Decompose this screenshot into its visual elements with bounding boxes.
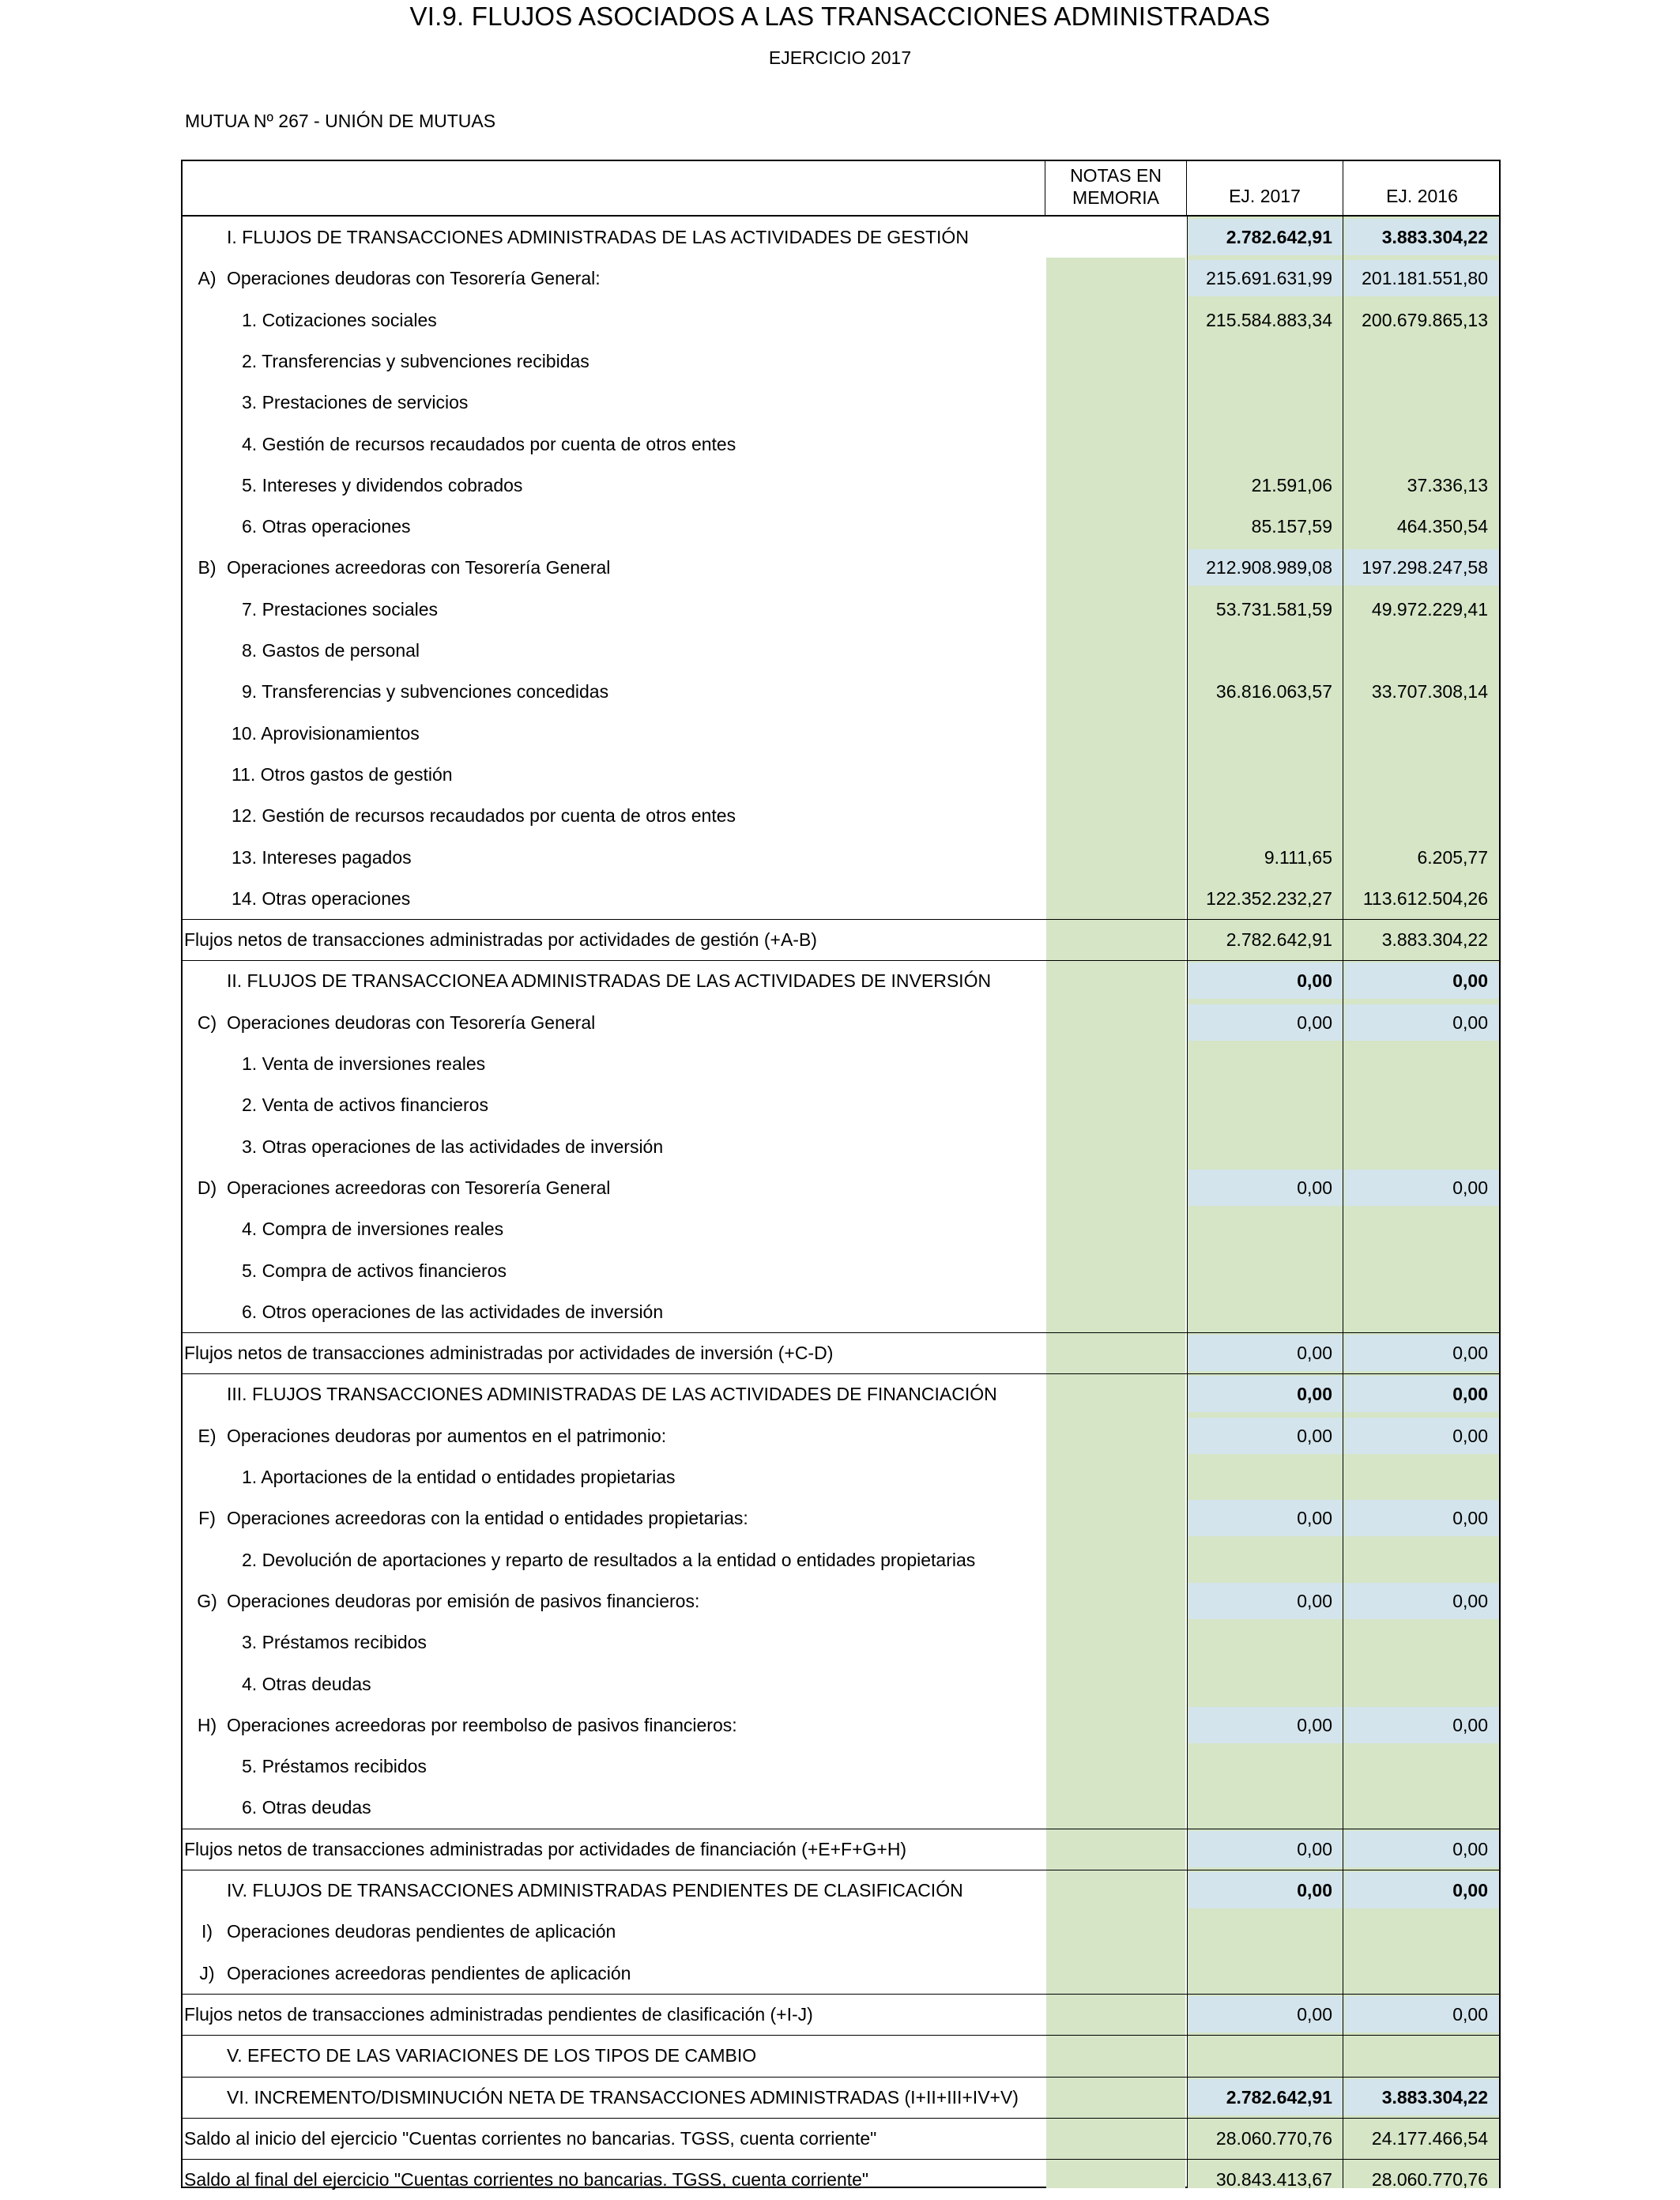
row-label: 1. Cotizaciones sociales: [242, 309, 437, 330]
row-letter: E): [198, 1425, 217, 1446]
value-2016: 113.612.504,26: [1362, 887, 1488, 909]
value-2017: 2.782.642,91: [1226, 929, 1332, 951]
table-row: [183, 1456, 1499, 1497]
row-label: Operaciones acreedoras con la entidad o entidades propietarias:: [227, 1508, 748, 1529]
value-2017: 85.157,59: [1251, 516, 1332, 537]
value-2016: 6.205,77: [1417, 846, 1488, 868]
row-divider: [181, 2118, 1501, 2119]
row-label: IV. FLUJOS DE TRANSACCIONES ADMINISTRADAS PENDIENTES DE CLASIFICACIÓN: [227, 1880, 963, 1901]
table-row: [183, 1208, 1499, 1249]
row-label: 5. Préstamos recibidos: [242, 1756, 427, 1777]
row-label: Operaciones acreedoras con Tesorería General: [227, 1177, 611, 1198]
row-label: Operaciones acreedoras pendientes de aplicación: [227, 1962, 631, 1983]
value-2017: [1187, 2035, 1343, 2076]
row-letter: C): [197, 1011, 217, 1033]
value-2017: [1187, 1911, 1343, 1952]
value-2016: 0,00: [1452, 1425, 1488, 1446]
table-row: [183, 1250, 1499, 1291]
row-label: 14. Otras operaciones: [232, 887, 411, 909]
table-row: [183, 2159, 1499, 2200]
row-label: II. FLUJOS DE TRANSACCIONEA ADMINISTRADAS DE LAS ACTIVIDADES DE INVERSIÓN: [227, 970, 992, 992]
value-2017: [1187, 1084, 1343, 1125]
value-2017: [1187, 1208, 1343, 1249]
value-2016: [1343, 1911, 1499, 1952]
row-label: 11. Otros gastos de gestión: [232, 763, 453, 785]
value-2017: 2.782.642,91: [1226, 2086, 1332, 2108]
row-label: 2. Transferencias y subvenciones recibidas: [242, 350, 590, 371]
value-2016: 33.707.308,14: [1371, 681, 1488, 703]
value-2017: [1187, 1746, 1343, 1787]
row-letter: J): [199, 1962, 215, 1983]
row-letter: D): [197, 1177, 217, 1198]
value-2016: 0,00: [1452, 1714, 1488, 1735]
row-label: I. FLUJOS DE TRANSACCIONES ADMINISTRADAS DE LAS ACTIVIDADES DE GESTIÓN: [227, 227, 969, 247]
row-label: III. FLUJOS TRANSACCIONES ADMINISTRADAS DE LAS ACTIVIDADES DE FINANCIACIÓN: [227, 1384, 997, 1405]
table-row: [183, 795, 1499, 836]
value-2016: 0,00: [1452, 1590, 1488, 1611]
value-2017: 30.843.413,67: [1215, 2169, 1332, 2191]
table-row: [183, 1043, 1499, 1084]
table-row: [183, 382, 1499, 423]
value-2017: 36.816.063,57: [1215, 681, 1332, 703]
entity-name: MUTUA Nº 267 - UNIÓN DE MUTUAS: [185, 111, 496, 131]
row-label: 12. Gestión de recursos recaudados por cuenta de otros entes: [232, 805, 736, 827]
value-2016: 0,00: [1452, 1880, 1488, 1901]
value-2017: 0,00: [1297, 1590, 1332, 1611]
value-2016: [1343, 382, 1499, 423]
table-row: [183, 1953, 1499, 1994]
row-label: 5. Intereses y dividendos cobrados: [242, 474, 523, 495]
table-row: [183, 2035, 1499, 2076]
value-2016: [1343, 1291, 1499, 1332]
value-2016: 37.336,13: [1407, 474, 1488, 495]
value-2017: 21.591,06: [1251, 474, 1332, 495]
value-2017: 0,00: [1297, 1177, 1332, 1198]
header-notas-memoria: NOTAS EN MEMORIA: [1045, 160, 1187, 217]
row-label: Operaciones acreedoras por reembolso de pasivos financieros:: [227, 1714, 737, 1735]
value-2016: [1343, 1787, 1499, 1828]
value-2016: 464.350,54: [1396, 516, 1488, 537]
value-2016: 3.883.304,22: [1381, 929, 1488, 951]
table-row: [183, 1126, 1499, 1167]
row-label: Flujos netos de transacciones administradas por actividades de financiación (+E+F+G+H): [184, 1838, 907, 1859]
value-2016: [1343, 1456, 1499, 1497]
row-letter: B): [198, 557, 217, 578]
table-row: [183, 1167, 1499, 1208]
table-row: [183, 1705, 1499, 1746]
value-2017: 9.111,65: [1264, 846, 1332, 868]
value-2017: 0,00: [1297, 1714, 1332, 1735]
row-letter: G): [197, 1590, 217, 1611]
row-label: Saldo al final del ejercicio "Cuentas corrientes no bancarias. TGSS, cuenta corriente": [184, 2169, 869, 2191]
table-row: [183, 1539, 1499, 1580]
table-row: [183, 258, 1499, 299]
value-2016: 200.679.865,13: [1362, 309, 1488, 330]
value-2016: [1343, 1126, 1499, 1167]
value-2016: [1343, 1663, 1499, 1705]
row-divider: [181, 1332, 1501, 1333]
table-row: [183, 465, 1499, 506]
row-label: 3. Préstamos recibidos: [242, 1632, 427, 1653]
value-2016: [1343, 795, 1499, 836]
value-2017: [1187, 1953, 1343, 1994]
value-2017: 122.352.232,27: [1206, 887, 1332, 909]
row-divider: [181, 960, 1501, 961]
row-label: Operaciones deudoras con Tesorería General:: [227, 268, 601, 289]
row-label: 4. Gestión de recursos recaudados por cuenta de otros entes: [242, 433, 736, 454]
table-row: [183, 1291, 1499, 1332]
page-subtitle: EJERCICIO 2017: [768, 47, 912, 68]
value-2017: 215.584.883,34: [1206, 309, 1332, 330]
value-2017: [1187, 1539, 1343, 1580]
value-2016: 0,00: [1452, 1343, 1488, 1364]
table-row: [183, 1622, 1499, 1663]
row-label: Operaciones acreedoras con Tesorería General: [227, 557, 611, 578]
value-2016: 0,00: [1452, 1508, 1488, 1529]
value-2016: 0,00: [1452, 2003, 1488, 2025]
row-label: Flujos netos de transacciones administradas por actividades de gestión (+A-B): [184, 929, 817, 951]
value-2017: 0,00: [1297, 1384, 1332, 1405]
value-2017: [1187, 1622, 1343, 1663]
table-row: [183, 424, 1499, 465]
row-label: 4. Otras deudas: [242, 1673, 371, 1694]
row-label: Flujos netos de transacciones administradas pendientes de clasificación (+I-J): [184, 2003, 813, 2025]
row-divider: [181, 2077, 1501, 2078]
row-label: 3. Otras operaciones de las actividades de inversión: [242, 1136, 664, 1157]
table-row: [183, 2118, 1499, 2159]
value-2017: 2.782.642,91: [1226, 227, 1332, 247]
row-label: Operaciones deudoras pendientes de aplicación: [227, 1921, 616, 1942]
value-2016: 201.181.551,80: [1362, 268, 1488, 289]
value-2016: 0,00: [1452, 1177, 1488, 1198]
row-letter: A): [198, 268, 217, 289]
value-2017: 0,00: [1297, 1838, 1332, 1859]
table-row: [183, 878, 1499, 919]
row-divider: [181, 1373, 1501, 1374]
value-2017: [1187, 795, 1343, 836]
value-2016: 0,00: [1452, 1011, 1488, 1033]
table-row: [183, 1415, 1499, 1456]
row-letter: I): [201, 1921, 213, 1942]
table-row: [183, 919, 1499, 960]
table-row: [183, 754, 1499, 795]
value-2017: 0,00: [1297, 2003, 1332, 2025]
value-2017: [1187, 1663, 1343, 1705]
row-divider: [181, 2035, 1501, 2036]
table-row: [183, 1002, 1499, 1043]
value-2016: [1343, 1250, 1499, 1291]
table-row: [183, 547, 1499, 588]
table-row: [183, 960, 1499, 1001]
value-2016: 49.972.229,41: [1371, 598, 1488, 620]
header-year-2017: EJ. 2017: [1187, 160, 1343, 217]
notas-cell-blank: [1046, 217, 1185, 258]
table-row: [183, 2077, 1499, 2118]
value-2016: 197.298.247,58: [1362, 557, 1488, 578]
value-2016: [1343, 1208, 1499, 1249]
row-letter: H): [197, 1714, 217, 1735]
table-row: [183, 1332, 1499, 1373]
row-label: 10. Aprovisionamientos: [232, 722, 420, 744]
table-row: [183, 1084, 1499, 1125]
value-2016: 3.883.304,22: [1381, 227, 1488, 247]
row-label: Saldo al inicio del ejercicio "Cuentas corrientes no bancarias. TGSS, cuenta corriente": [184, 2127, 877, 2149]
row-label: Flujos netos de transacciones administradas por actividades de inversión (+C-D): [184, 1343, 834, 1364]
value-2017: [1187, 630, 1343, 671]
value-2017: [1187, 713, 1343, 754]
value-2017: [1187, 1126, 1343, 1167]
value-2017: 53.731.581,59: [1215, 598, 1332, 620]
row-label: 6. Otras deudas: [242, 1797, 371, 1818]
value-2016: [1343, 713, 1499, 754]
table-row: [183, 1373, 1499, 1415]
value-2016: 0,00: [1452, 1838, 1488, 1859]
row-label: 6. Otros operaciones de las actividades de inversión: [242, 1301, 664, 1322]
value-2017: 212.908.989,08: [1206, 557, 1332, 578]
row-label: 8. Gastos de personal: [242, 640, 420, 661]
value-2017: [1187, 382, 1343, 423]
page-title: VI.9. FLUJOS ASOCIADOS A LAS TRANSACCIONES ADMINISTRADAS: [409, 2, 1271, 31]
value-2016: [1343, 754, 1499, 795]
row-label: VI. INCREMENTO/DISMINUCIÓN NETA DE TRANSACCIONES ADMINISTRADAS (I+II+III+IV+V): [227, 2086, 1019, 2108]
value-2016: 0,00: [1452, 1384, 1488, 1405]
row-label: Operaciones deudoras por emisión de pasivos financieros:: [227, 1590, 700, 1611]
value-2016: [1343, 2035, 1499, 2076]
value-2016: 24.177.466,54: [1371, 2127, 1488, 2149]
value-2016: 3.883.304,22: [1381, 2086, 1488, 2108]
table-row: [183, 217, 1499, 258]
row-label: 2. Venta de activos financieros: [242, 1094, 488, 1116]
table-row: [183, 1746, 1499, 1787]
value-2016: [1343, 1043, 1499, 1084]
table-row: [183, 299, 1499, 341]
value-2017: [1187, 1456, 1343, 1497]
table-row: [183, 713, 1499, 754]
value-2017: [1187, 424, 1343, 465]
value-2017: 0,00: [1297, 1011, 1332, 1033]
value-2016: [1343, 1622, 1499, 1663]
table-row: [183, 1911, 1499, 1952]
row-label: 1. Venta de inversiones reales: [242, 1053, 486, 1074]
row-label: 13. Intereses pagados: [232, 846, 412, 868]
table-row: [183, 589, 1499, 630]
value-2017: [1187, 1043, 1343, 1084]
value-2017: 28.060.770,76: [1215, 2127, 1332, 2149]
row-label: 4. Compra de inversiones reales: [242, 1219, 504, 1240]
row-divider: [181, 2159, 1501, 2160]
value-2016: [1343, 1746, 1499, 1787]
row-letter: F): [198, 1508, 216, 1529]
table-row: [183, 341, 1499, 382]
row-label: 1. Aportaciones de la entidad o entidades propietarias: [242, 1467, 676, 1487]
value-2017: [1187, 1787, 1343, 1828]
value-2017: 0,00: [1297, 1508, 1332, 1529]
value-2017: [1187, 754, 1343, 795]
table-row: [183, 837, 1499, 878]
row-label: 6. Otras operaciones: [242, 516, 411, 537]
table-row: [183, 1580, 1499, 1622]
row-label: Operaciones deudoras con Tesorería General: [227, 1011, 596, 1033]
value-2016: [1343, 341, 1499, 382]
table-row: [183, 671, 1499, 712]
table-row: [183, 506, 1499, 547]
row-divider: [181, 1994, 1501, 1995]
table-row: [183, 1663, 1499, 1705]
table-row: [183, 1787, 1499, 1828]
value-2017: 0,00: [1297, 1425, 1332, 1446]
row-label: 3. Prestaciones de servicios: [242, 392, 469, 413]
value-2016: [1343, 1084, 1499, 1125]
row-label: 9. Transferencias y subvenciones concedidas: [242, 681, 609, 703]
value-2017: [1187, 1291, 1343, 1332]
value-2017: 0,00: [1297, 1343, 1332, 1364]
value-2017: [1187, 1250, 1343, 1291]
table-row: [183, 1497, 1499, 1539]
row-label: 5. Compra de activos financieros: [242, 1260, 507, 1281]
value-2017: 0,00: [1297, 1880, 1332, 1901]
header-year-2016: EJ. 2016: [1386, 186, 1458, 206]
value-2016: 0,00: [1452, 970, 1488, 992]
value-2016: [1343, 424, 1499, 465]
table-row: [183, 1870, 1499, 1911]
value-2017: [1187, 341, 1343, 382]
row-divider: [181, 919, 1501, 920]
value-2016: [1343, 630, 1499, 671]
value-2017: 0,00: [1297, 970, 1332, 992]
table-row: [183, 1829, 1499, 1870]
value-2017: 215.691.631,99: [1206, 268, 1332, 289]
table-row: [183, 1994, 1499, 2035]
row-label: Operaciones deudoras por aumentos en el patrimonio:: [227, 1425, 667, 1446]
row-label: 7. Prestaciones sociales: [242, 598, 439, 620]
value-2016: [1343, 1539, 1499, 1580]
value-2016: 28.060.770,76: [1371, 2169, 1488, 2191]
row-label: 2. Devolución de aportaciones y reparto de resultados a la entidad o entidades propietarias: [242, 1549, 976, 1570]
value-2016: [1343, 1953, 1499, 1994]
row-label: V. EFECTO DE LAS VARIACIONES DE LOS TIPOS DE CAMBIO: [227, 2045, 757, 2066]
table-row: [183, 630, 1499, 671]
